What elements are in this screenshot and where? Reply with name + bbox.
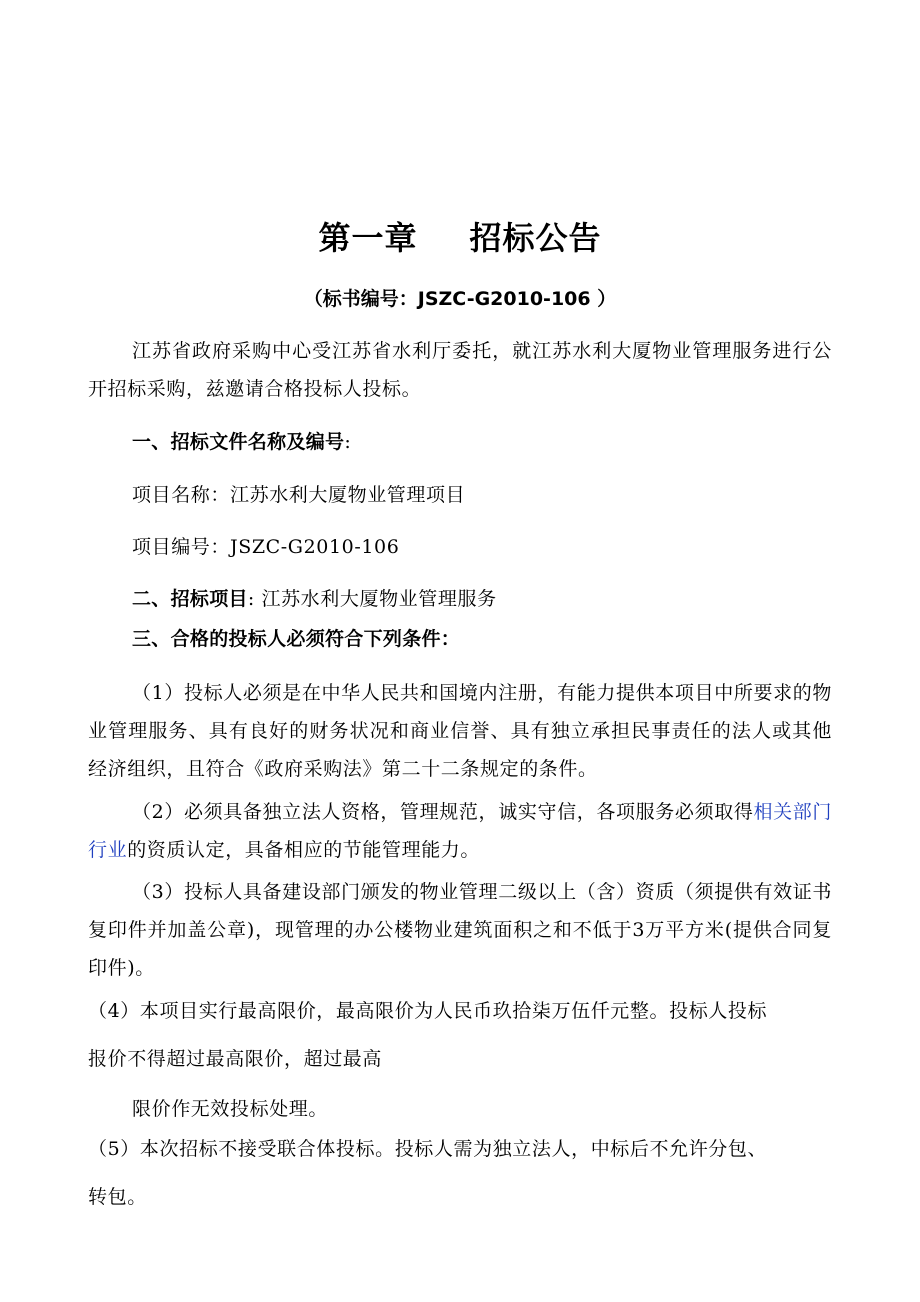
condition-item-4-line1: （4）本项目实行最高限价，最高限价为人民币玖拾柒万伍仟元整。投标人投标 bbox=[88, 1000, 768, 1022]
condition-item-2-text: （2）必须具备独立法人资格，管理规范，诚实守信，各项服务必须取得 bbox=[132, 801, 754, 823]
project-number: 项目编号：JSZC-G2010-106 bbox=[132, 536, 400, 558]
section3-heading-text: 三、合格的投标人必须符合下列条件： bbox=[132, 628, 461, 650]
related-departments-link[interactable]: 相关部门行业 bbox=[88, 801, 832, 861]
condition-item-2-rest: 的资质认定，具备相应的节能管理能力。 bbox=[127, 839, 481, 861]
chapter-label: 第一章 bbox=[318, 219, 418, 257]
intro-paragraph: 江苏省政府采购中心受江苏省水利厅委托，就江苏水利大厦物业管理服务进行公开招标采购，兹邀请合格投标人投标。 bbox=[88, 340, 832, 400]
condition-item-2 bbox=[88, 793, 832, 869]
condition-item-4-line2: 报价不得超过最高限价，超过最高 bbox=[88, 1048, 383, 1070]
condition-item-5-line1: （5）本次招标不接受联合体投标。投标人需为独立法人，中标后不允许分包、 bbox=[88, 1138, 768, 1160]
project-name: 项目名称：江苏水利大厦物业管理项目 bbox=[132, 484, 466, 506]
condition-item-1: （1）投标人必须是在中华人民共和国境内注册，有能力提供本项目中所要求的物业管理服务、具有良好的财务状况和商业信誉、具有独立承担民事责任的法人或其他经济组织，且符合《政府采购法》第二十二条规定的条件。 bbox=[88, 682, 832, 780]
condition-item-5-line2: 转包。 bbox=[88, 1186, 147, 1208]
section2-heading: 二、招标项目 bbox=[132, 588, 248, 610]
page-title bbox=[0, 214, 920, 262]
condition-item-4-line3: 限价作无效投标处理。 bbox=[132, 1098, 329, 1120]
section1-heading-text: 一、招标文件名称及编号 bbox=[132, 431, 345, 453]
section2-line bbox=[132, 584, 876, 614]
condition-item-3: （3）投标人具备建设部门颁发的物业管理二级以上（含）资质（须提供有效证书复印件并加盖公章)，现管理的办公楼物业建筑面积之和不低于3万平方米(提供合同复印件)。 bbox=[88, 881, 832, 979]
chapter-title: 招标公告 bbox=[469, 219, 602, 257]
section3-heading bbox=[132, 624, 876, 654]
section2-value: 江苏水利大厦物业管理服务 bbox=[261, 588, 497, 610]
section1-colon: : bbox=[344, 431, 352, 453]
bid-number: （标书编号：JSZC-G2010-106 ） bbox=[303, 288, 617, 310]
section2-colon: : bbox=[247, 588, 255, 610]
section1-heading bbox=[132, 427, 876, 457]
